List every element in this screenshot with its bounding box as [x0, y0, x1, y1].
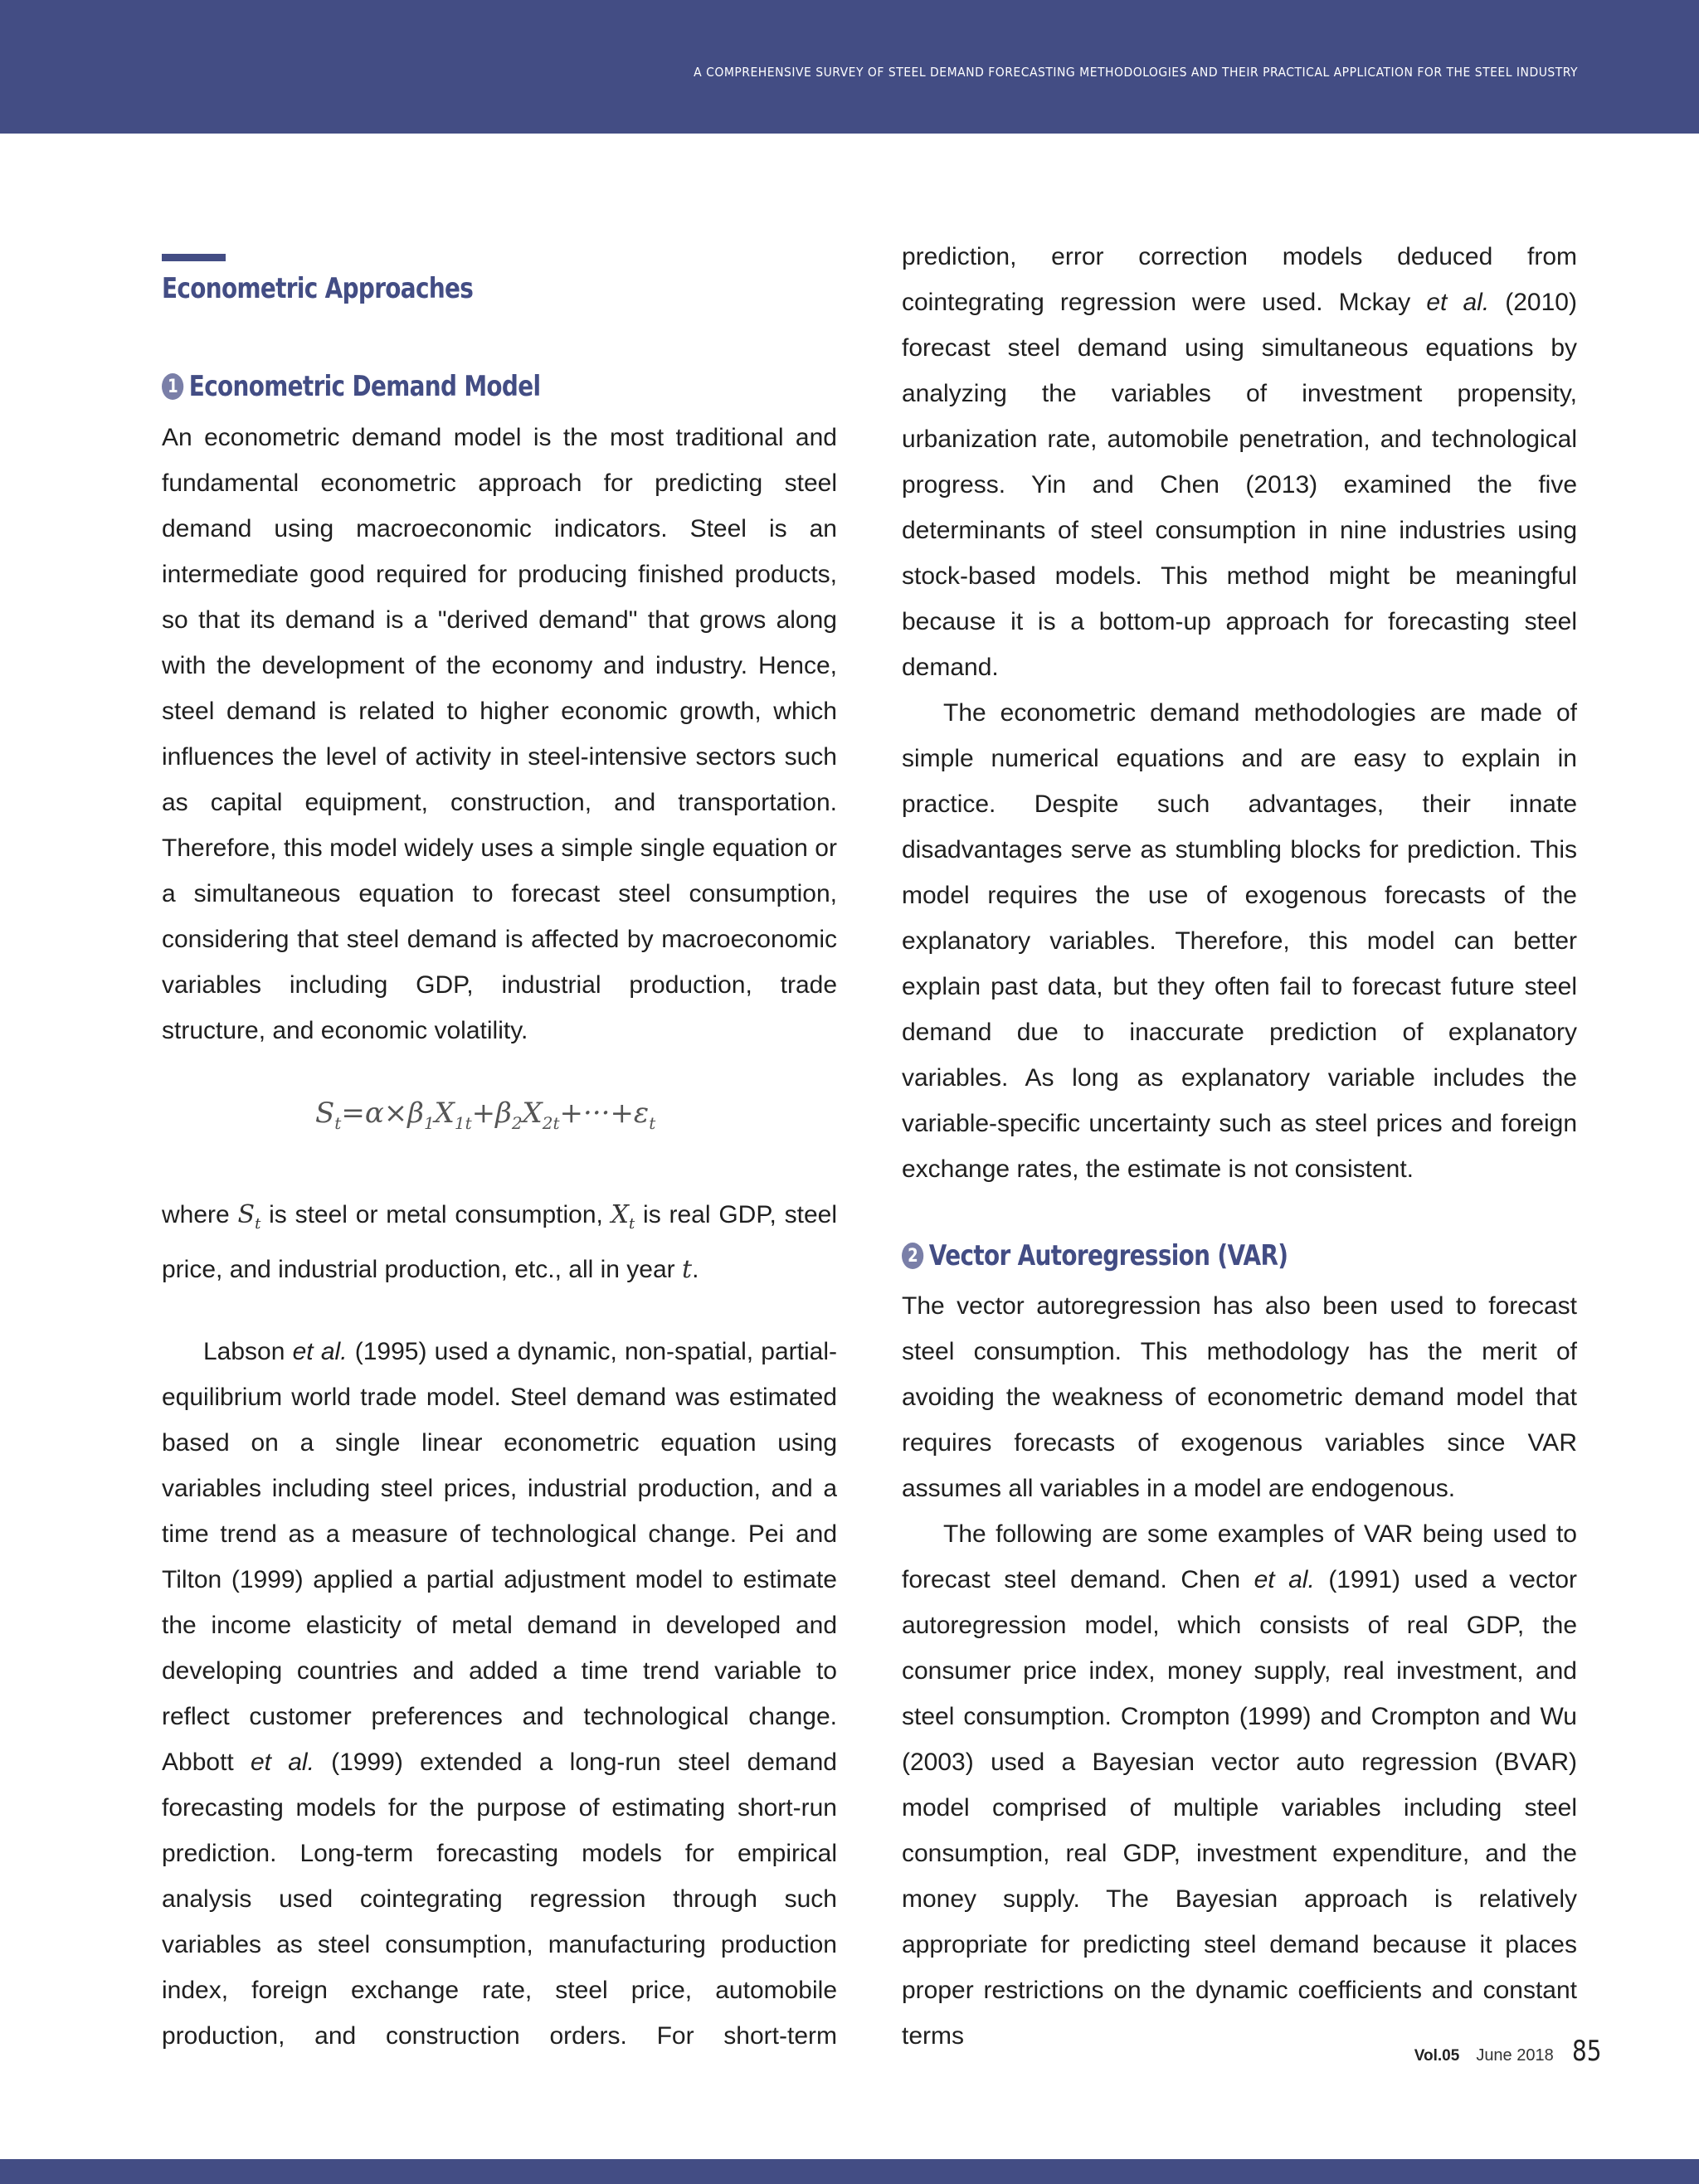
page-footer-info [1414, 2035, 1608, 2068]
page-number: 85 [1571, 2035, 1602, 2068]
paragraph-text: The vector autoregression has also been used to forecast steel consumption. This methodology has the merit of avoiding the weakness of econometric demand model that requires forecasts of exogenous variables since VAR assumes all variables in a model are endogenous. [902, 1292, 1577, 1502]
volume-label: Vol.05 [1414, 2047, 1460, 2065]
paragraph-var-examples: The following are some examples of VAR being used to forecast steel demand. Chen et al. (1991) used a vector autoregression model, which consists of real GDP, the consumer price index, money supply, real investment, and steel consumption. Crompton (1999) and Crompton and Wu (2003) used a Bayesian vector auto regression (BVAR) model comprised of multiple variables including steel consumption, real GDP, investment expenditure, and the money supply. The Bayesian approach is relatively appropriate for predicting steel demand because it places proper restrictions on the dynamic coefficients and constant terms [902, 1520, 1577, 2050]
paragraph-text: The econometric demand methodologies are made of simple numerical equations and are easy to explain in practice. Despite such advantages, their innate disadvantages serve as stumbling blocks for prediction. This model requires the use of exogenous forecasts of the explanatory variables. Therefore, this model can better explain past data, but they often fail to forecast future steel demand due to inaccurate prediction of explanatory variables. As long as explanatory variable includes the variable-specific uncertainty such as steel prices and foreign exchange rates, the estimate is not consistent. [902, 699, 1577, 1183]
subsection-title: Vector Autoregression (VAR) [928, 1239, 1288, 1272]
paragraph-literature-left: Labson et al. (1995) used a dynamic, non-spatial, partial-equilibrium world trade model. Steel demand was estimated based on a single linear econometric equation using variables including steel prices, industrial production, and a time trend as a measure of technological change. Pei and Tilton (1999) applied a partial adjustment model to estimate the income elasticity of metal demand in developed and developing countries and added a time trend variable to reflect customer preferences and technological change. Abbott et al. (1999) extended a long-run steel demand forecasting models for the purpose of estimating short-run prediction. Long-term forecasting models for empirical analysis used cointegrating regression through such variables as steel consumption, manufacturing production index, foreign exchange rate, steel price, automobile production, and construction orders. For short-term [162, 1338, 837, 2050]
number-badge-2: 2 [902, 1243, 923, 1269]
footer-band [0, 2159, 1699, 2184]
equation-definition: where $S_t$ is steel or metal consumption, $X_t$ is real GDP, steel price, and industrial production, etc., all in year t. [162, 1200, 837, 1284]
paragraph-literature-right: prediction, error correction models deduced from cointegrating regression were used. Mckay et al. (2010) forecast steel demand using simultaneous equations by analyzing the variables of investment propensity, urbanization rate, automobile penetration, and technological progress. Yin and Chen (2013) examined the five determinants of steel consumption in nine industries using stock-based models. This method might be meaningful because it is a bottom-up approach for forecasting steel demand. [902, 243, 1577, 681]
equation: $S_t=\alpha\times\beta_1X_{1t}+\beta_2X_{2t}+\cdot\cdot\cdot+\varepsilon_t$ [315, 1097, 656, 1133]
issue-date: June 2018 [1476, 2046, 1554, 2065]
running-title: A COMPREHENSIVE SURVEY OF STEEL DEMAND FORECASTING METHODOLOGIES AND THEIR PRACTICAL APPLICATION FOR THE STEEL INDUSTRY [694, 65, 1578, 80]
header-band [0, 0, 1699, 134]
subsection-heading-econometric [162, 370, 540, 403]
paragraph-limitations [902, 690, 1577, 1192]
paragraph-intro [162, 415, 837, 1053]
section-title: Econometric Approaches [162, 272, 474, 305]
subsection-heading-var [902, 1239, 1288, 1272]
subsection-title: Econometric Demand Model [188, 370, 541, 403]
paragraph-var-intro [902, 1283, 1577, 2059]
paragraph-text: An econometric demand model is the most traditional and fundamental econometric approach for predicting steel demand using macroeconomic indicators. Steel is an intermediate good required for producing finished products, so that its demand is a "derived demand" that grows along with the development of the economy and industry. Hence, steel demand is related to higher economic growth, which influences the level of activity in steel-intensive sectors such as capital equipment, construction, and transportation. Therefore, this model widely uses a simple single equation or a simultaneous equation to forecast steel consumption, considering that steel demand is affected by macroeconomic variables including GDP, industrial production, trade structure, and economic volatility. [162, 424, 837, 1044]
number-badge-1: 1 [162, 373, 183, 400]
section-accent-bar [162, 254, 226, 261]
